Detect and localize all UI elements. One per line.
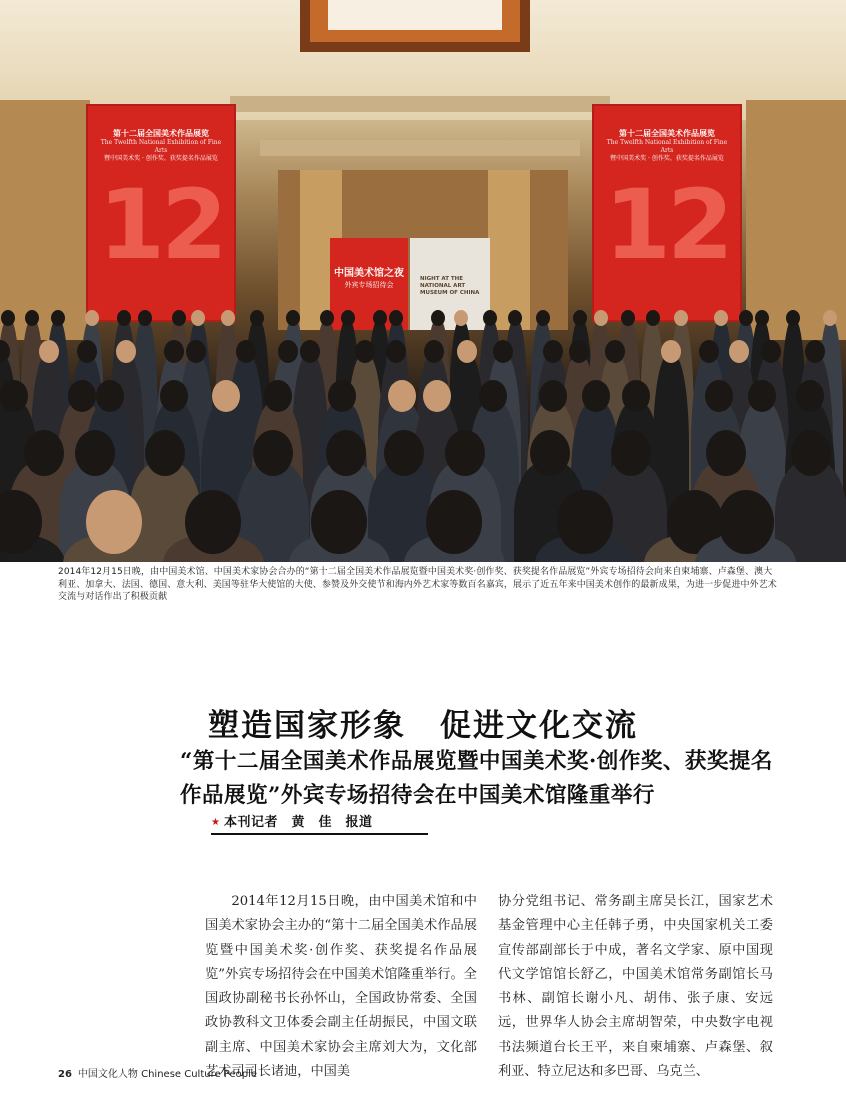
article-column-right [498, 890, 773, 1084]
headline-part-1: 塑造国家形象 [208, 708, 406, 744]
crowd-person-head [117, 310, 131, 326]
photo-caption: 2014年12月15日晚，由中国美术馆、中国美术家协会合办的“第十二届全国美术作品展览暨中国美术奖·创作奖、获奖提名作品展览”外宾专场招待会向来自柬埔寨、卢森堡、澳大利亚、加拿大、法国、德国、意大利、美国等驻华大使馆的大使、参赞及外交使节和海内外艺术家等数百名嘉宾，展示了近五年来中国美术创作的最新成果，为进一步促进中外艺术交流与对话作出了积极贡献 [58, 567, 777, 602]
crowd-person-head [699, 340, 719, 363]
crowd-person-head [384, 430, 424, 476]
byline-text: 本刊记者 黄 佳 报道 [224, 815, 373, 830]
skylight-glass [328, 0, 502, 30]
skylight [300, 0, 530, 52]
page-number: 26 [58, 1069, 72, 1080]
banner-title: 第十二届全国美术作品展览 [619, 128, 715, 138]
crowd-person-head [457, 340, 477, 363]
crowd-person-head [300, 340, 320, 363]
article-subheadline: “第十二届全国美术作品展览暨中国美术奖·创作奖、获奖提名作品展览”外宾专场招待会在中国美术馆隆重举行 [180, 749, 773, 808]
crowd-person-head [68, 380, 96, 412]
crowd-person-head [311, 490, 367, 554]
crowd-person-head [748, 380, 776, 412]
crowd-person-head [557, 490, 613, 554]
banner-english-title: The Twelfth National Exhibition of Fine Arts [100, 139, 222, 154]
crowd-person-head [326, 430, 366, 476]
crowd-person-head [621, 310, 635, 326]
crowd-person-head [493, 340, 513, 363]
crowd-person-head [386, 340, 406, 363]
banner-number: 12 [604, 169, 730, 281]
banner-number: 12 [98, 169, 224, 281]
crowd-person-head [582, 380, 610, 412]
crowd-person-head [341, 310, 355, 326]
crowd-person-head [24, 430, 64, 476]
crowd-person-head [236, 340, 256, 363]
crowd-person-head [186, 340, 206, 363]
crowd-person-head [85, 310, 99, 326]
magazine-name: 中国文化人物 Chinese Culture People [77, 1069, 258, 1080]
article-paragraph-continued: 协分党组书记、常务副主席吴长江，国家艺术基金管理中心主任韩子勇，中央国家机关工委宣传部副部长于中成，著名文学家、原中国现代文学馆馆长舒乙，中国美术馆常务副馆长马书林、副馆长谢小凡、胡伟、张子康、安远远，世界华人协会主席胡智荣，中央数字电视书法频道台长王平，来自柬埔寨、卢森堡、叙利亚、特立尼达和多巴哥、乌克兰、 [498, 894, 773, 1080]
audience-crowd [0, 300, 846, 562]
banner-subtitle: 暨中国美术奖 · 创作奖、获奖提名作品展览 [104, 155, 218, 162]
stage-screen-text: NIGHT AT THE NATIONAL ART MUSEUM OF CHINA [420, 276, 480, 296]
crowd-person-head [791, 430, 831, 476]
crowd-person-head [75, 430, 115, 476]
crowd-person-head [761, 340, 781, 363]
crowd-person-head [221, 310, 235, 326]
crowd-person-head [138, 310, 152, 326]
article-headline [0, 700, 846, 745]
crowd-person-head [543, 340, 563, 363]
crowd-person-head [250, 310, 264, 326]
banner-english-title: The Twelfth National Exhibition of Fine Arts [606, 139, 728, 154]
crowd-person-head [264, 380, 292, 412]
exhibition-banner-right [592, 104, 742, 322]
crowd-person-head [661, 340, 681, 363]
headline-part-2: 促进文化交流 [440, 708, 638, 744]
article-paragraph: 2014年12月15日晚，由中国美术馆和中国美术家协会主办的“第十二届全国美术作品展览暨中国美术奖·创作奖、获奖提名作品展览”外宾专场招待会在中国美术馆隆重举行。全国政协副秘书长孙怀山，全国政协常委、全国政协教科文卫体委会副主任胡振民，中国文联副主席、中国美术家协会主席刘大为，文化部艺术司司长诸迪，中国美 [205, 894, 477, 1080]
crowd-person-head [755, 310, 769, 326]
crowd-person-head [530, 430, 570, 476]
crowd-person-head [805, 340, 825, 363]
article-column-left [205, 890, 477, 1084]
stage-banner-title: 中国美术馆之夜 [334, 268, 404, 279]
crowd-person-head [611, 430, 651, 476]
crowd-person-head [739, 310, 753, 326]
crowd-person-head [729, 340, 749, 363]
crowd-person-head [536, 310, 550, 326]
crowd-person-head [172, 310, 186, 326]
crowd-person-head [51, 310, 65, 326]
crowd-person-head [39, 340, 59, 363]
crowd-person-head [539, 380, 567, 412]
ceiling-beam [230, 96, 610, 112]
crowd-person-head [373, 310, 387, 326]
crowd-person-head [388, 380, 416, 412]
crowd-person-head [0, 380, 28, 412]
crowd-person-head [96, 380, 124, 412]
crowd-person-head [145, 430, 185, 476]
ceiling-beam [260, 140, 580, 156]
crowd-person-head [718, 490, 774, 554]
crowd-person-head [796, 380, 824, 412]
star-icon: ★ [211, 817, 220, 828]
stage-banner-subtitle: 外宾专场招待会 [344, 281, 394, 289]
crowd-person-head [646, 310, 660, 326]
exhibition-banner-left [86, 104, 236, 322]
byline-rule [211, 833, 428, 835]
crowd-person-head [594, 310, 608, 326]
crowd-person-head [253, 430, 293, 476]
crowd-person-head [431, 310, 445, 326]
page-footer [58, 1068, 257, 1082]
banner-subtitle: 暨中国美术奖 · 创作奖、获奖提名作品展览 [610, 155, 724, 162]
crowd-person-head [212, 380, 240, 412]
crowd-person-head [423, 380, 451, 412]
crowd-person-head [705, 380, 733, 412]
crowd-person-head [320, 310, 334, 326]
banner-title: 第十二届全国美术作品展览 [113, 128, 209, 138]
byline [211, 815, 431, 837]
crowd-person-head [86, 490, 142, 554]
